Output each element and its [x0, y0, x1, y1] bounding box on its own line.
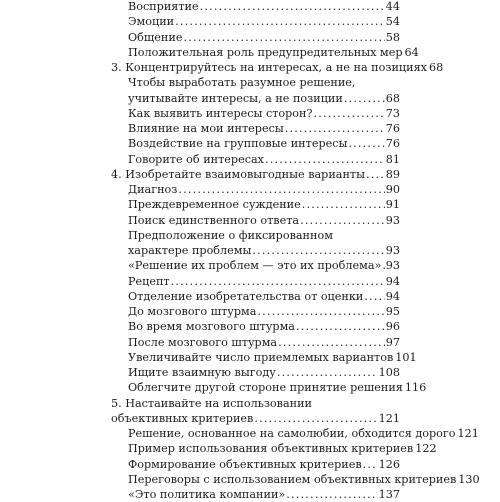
toc-entry-title: 5. Настаивайте на использовании	[111, 396, 312, 410]
toc-entry-page: 93	[385, 213, 400, 227]
toc-entry-page: 93	[385, 244, 400, 257]
toc-entry-title: Отделение изобретательства от оценки	[128, 289, 364, 303]
toc-entry-page: 126	[378, 457, 400, 471]
toc-entry-title: учитывайте интересы, а не позиции	[128, 91, 343, 105]
toc-entry-title: Общение	[128, 30, 183, 44]
toc-entry-page: 68	[428, 61, 444, 74]
toc-entry-title: Переговоры с использованием объективных критериев	[128, 472, 457, 486]
toc-entry-page: 108	[378, 366, 400, 379]
toc-entry-page: 81	[385, 152, 400, 166]
toc-entry-page: 91	[385, 198, 400, 212]
toc-entry-title: Формирование объективных критериев	[128, 457, 362, 471]
toc-entry-title: До мозгового штурма	[128, 305, 257, 318]
toc-entry-title: Предположение о фиксированном	[128, 228, 333, 242]
toc-entry-title: Эмоции	[128, 15, 175, 29]
toc-entry-title: Ищите взаимную выгоду	[128, 366, 276, 379]
toc-entry-page: 121	[378, 411, 400, 425]
toc-entry-title: Влияние на мои интересы	[128, 122, 284, 135]
toc-entry-title: «Решение их проблем — это их проблема»	[128, 259, 382, 273]
toc-entry-title: Пример использования объективных критериев	[128, 442, 414, 456]
toc-entry-page: 64	[404, 45, 419, 59]
toc-entry-page: 94	[385, 274, 400, 288]
toc-entry-page: 44	[385, 0, 400, 13]
toc-entry-page: 54	[385, 15, 400, 29]
toc-entry-title: Восприятие	[128, 0, 199, 13]
toc-entry	[128, 484, 400, 502]
toc-entry-page: 94	[385, 289, 400, 303]
toc-entry-page: 58	[385, 30, 400, 44]
toc-entry-title: Поиск единственного ответа	[128, 213, 300, 227]
toc-entry-title: Облегчите другой стороне принятие решения	[128, 381, 403, 395]
toc-entry-title: Чтобы выработать разумное решение,	[128, 76, 356, 90]
toc-entry-page: 96	[385, 320, 400, 334]
toc-entry-title: Говорите об интересах	[128, 152, 264, 166]
toc-entry-title: Диагноз	[128, 183, 178, 196]
toc-entry-title: Преждевременное суждение	[128, 198, 301, 212]
toc-entry-page: 76	[385, 137, 400, 151]
toc-entry-page: 68	[385, 91, 400, 105]
toc-entry-title: характере проблемы	[128, 244, 252, 257]
toc-entry-page: 73	[385, 106, 400, 120]
toc-entry-page: 116	[404, 381, 427, 395]
toc-entry-title: Воздействие на групповые интересы	[128, 137, 348, 151]
toc-entry-page: 89	[385, 167, 400, 181]
toc-entry-page: 76	[385, 122, 400, 135]
toc-entry-page: 90	[385, 183, 400, 196]
toc-entry-page: 97	[385, 335, 400, 349]
toc-entry-title: «Это политика компании»	[128, 488, 286, 501]
toc-entry-page: 95	[385, 305, 400, 318]
toc-entry-title: После мозгового штурма	[128, 335, 278, 349]
toc-entry-title: Как выявить интересы сторон?	[128, 106, 313, 120]
toc-entry-title: объективных критериев	[111, 411, 254, 425]
toc-entry-page: 93	[385, 259, 400, 273]
toc-entry-title: Увеличивайте число приемлемых вариантов	[128, 350, 394, 364]
toc-entry-page: 130	[458, 472, 480, 486]
toc-entry-title: Положительная роль предупредительных мер	[128, 45, 403, 59]
toc-entry-title: Рецепт	[128, 274, 170, 288]
toc-entry-title: 3. Концентрируйтесь на интересах, а не на позициях	[111, 61, 427, 74]
toc-entry-page: 122	[415, 442, 437, 456]
toc-entry-title: Во время мозгового штурма	[128, 320, 295, 334]
toc-entry-page: 101	[395, 350, 417, 364]
toc-entry-title: 4. Изобретайте взаимовыгодные варианты	[111, 167, 366, 181]
toc-entry-title: Решение, основанное на самолюбии, обходится дорого	[128, 427, 456, 440]
toc-entry-page: 121	[457, 427, 479, 440]
toc-entry-page: 137	[378, 488, 400, 501]
